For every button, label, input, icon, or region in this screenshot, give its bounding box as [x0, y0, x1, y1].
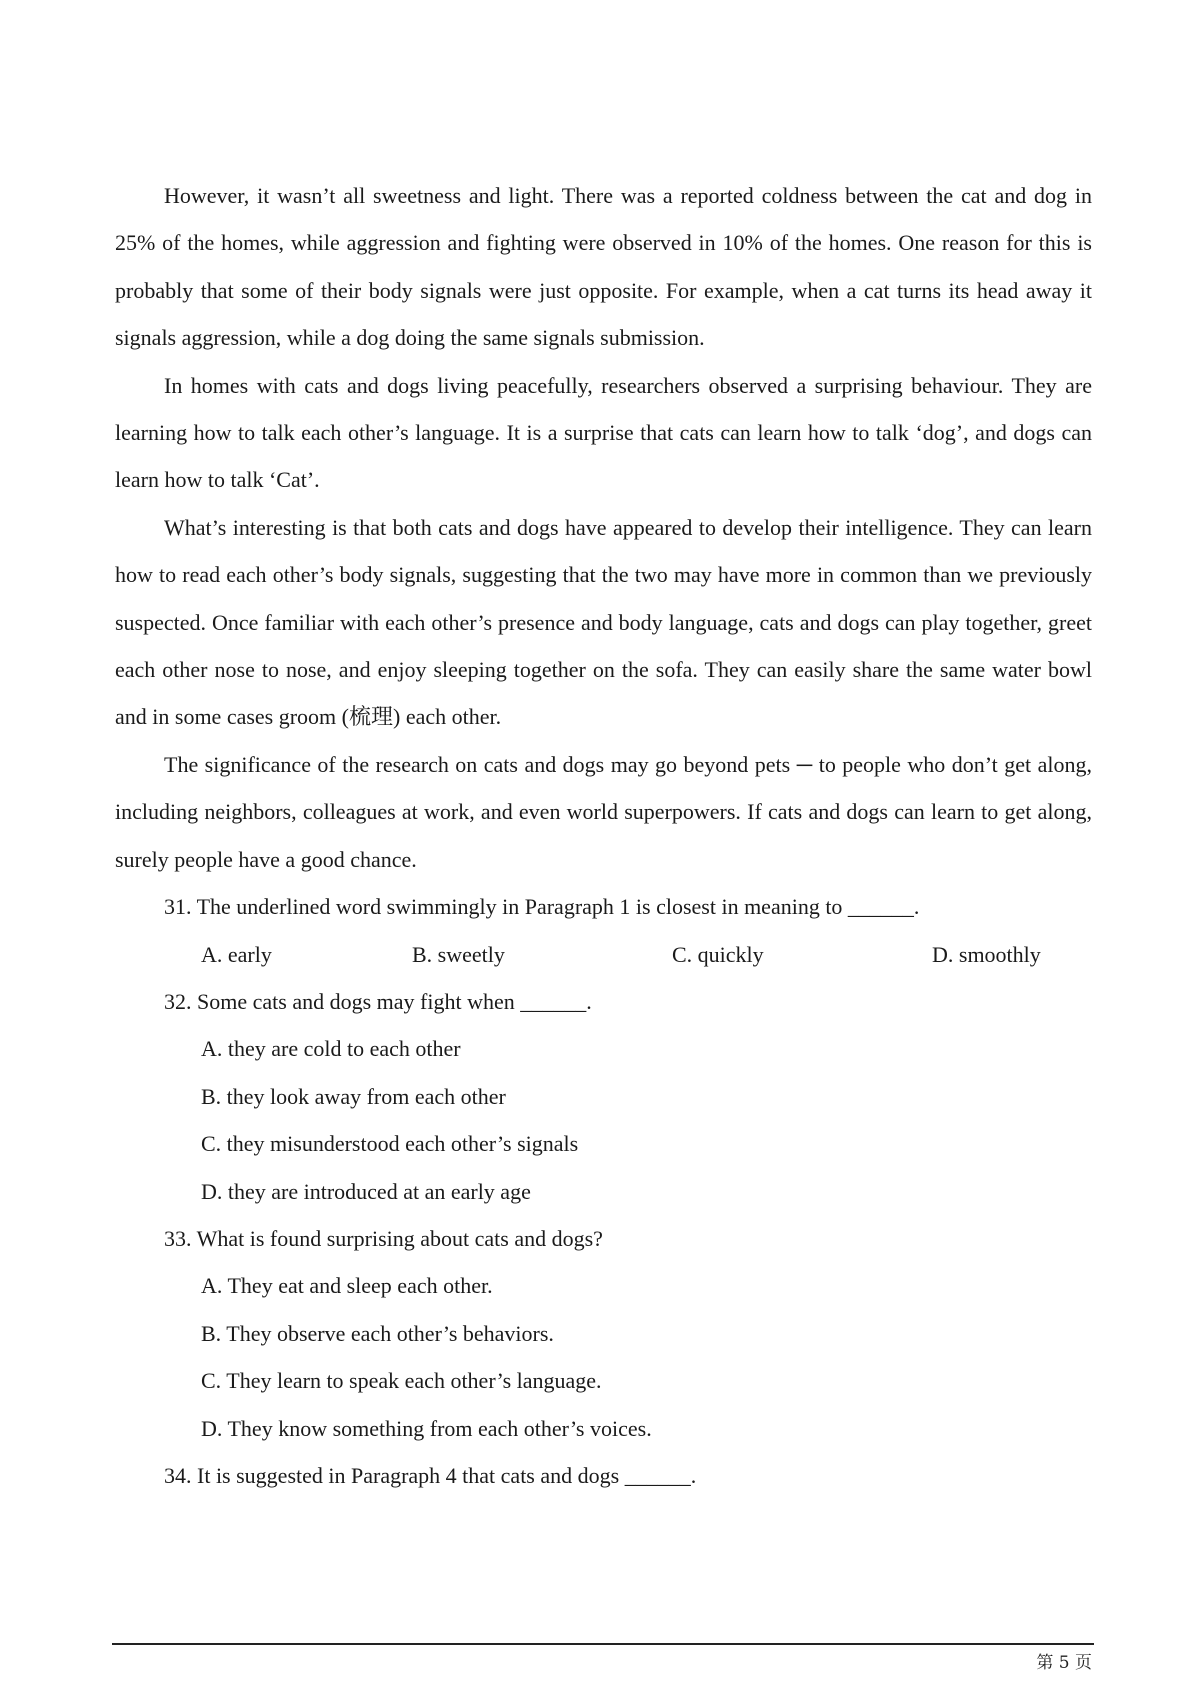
- question-32-option-c: C. they misunderstood each other’s signals: [201, 1131, 579, 1157]
- question-31-options: [115, 931, 1092, 978]
- question-31-option-c: C. quickly: [672, 941, 764, 967]
- question-32-option-b: B. they look away from each other: [201, 1083, 506, 1109]
- question-33-option-a: A. They eat and sleep each other.: [201, 1273, 493, 1299]
- paragraph-2: In homes with cats and dogs living peacefully, researchers observed a surprising behaviour. They are learning how to talk each other’s language. It is a surprise that cats can learn how to talk ‘dog’, and dogs can learn how to talk ‘Cat’.: [115, 372, 1092, 493]
- question-31-option-a: A. early: [201, 941, 272, 967]
- question-32-stem: 32. Some cats and dogs may fight when ______.: [164, 988, 592, 1014]
- page-number: 第 5 页: [1036, 1653, 1092, 1673]
- paragraph-1: However, it wasn’t all sweetness and light. There was a reported coldness between the cat and dog in 25% of the homes, while aggression and fighting were observed in 10% of the homes. One reason for this is probably that some of their body signals were just opposite. For example, when a cat turns its head away it signals aggression, while a dog doing the same signals submission.: [115, 183, 1092, 351]
- page-content: [115, 172, 1092, 1499]
- question-31-option-b: B. sweetly: [412, 941, 505, 967]
- question-33-stem: 33. What is found surprising about cats and dogs?: [164, 1225, 603, 1251]
- question-34-stem: 34. It is suggested in Paragraph 4 that cats and dogs ______.: [164, 1462, 697, 1488]
- question-31-stem: 31. The underlined word swimmingly in Paragraph 1 is closest in meaning to ______.: [164, 894, 920, 920]
- paragraph-4: The significance of the research on cats and dogs may go beyond pets ─ to people who don’t get along, including neighbors, colleagues at work, and even world superpowers. If cats and dogs can learn to get along, surely people have a good chance.: [115, 751, 1092, 872]
- paragraph-3: What’s interesting is that both cats and dogs have appeared to develop their intelligence. They can learn how to read each other’s body signals, suggesting that the two may have more in common than we previously suspected. Once familiar with each other’s presence and body language, cats and dogs can play together, greet each other nose to nose, and enjoy sleeping together on the sofa. They can easily share the same water bowl and in some cases groom (梳理) each other.: [115, 514, 1092, 730]
- question-32-option-a: A. they are cold to each other: [201, 1036, 461, 1062]
- footer-divider: [112, 1643, 1094, 1645]
- question-33-option-d: D. They know something from each other’s voices.: [201, 1415, 652, 1441]
- question-32-option-d: D. they are introduced at an early age: [201, 1178, 531, 1204]
- question-33-option-b: B. They observe each other’s behaviors.: [201, 1320, 554, 1346]
- question-33-option-c: C. They learn to speak each other’s language.: [201, 1368, 602, 1394]
- question-31-option-d: D. smoothly: [932, 941, 1041, 967]
